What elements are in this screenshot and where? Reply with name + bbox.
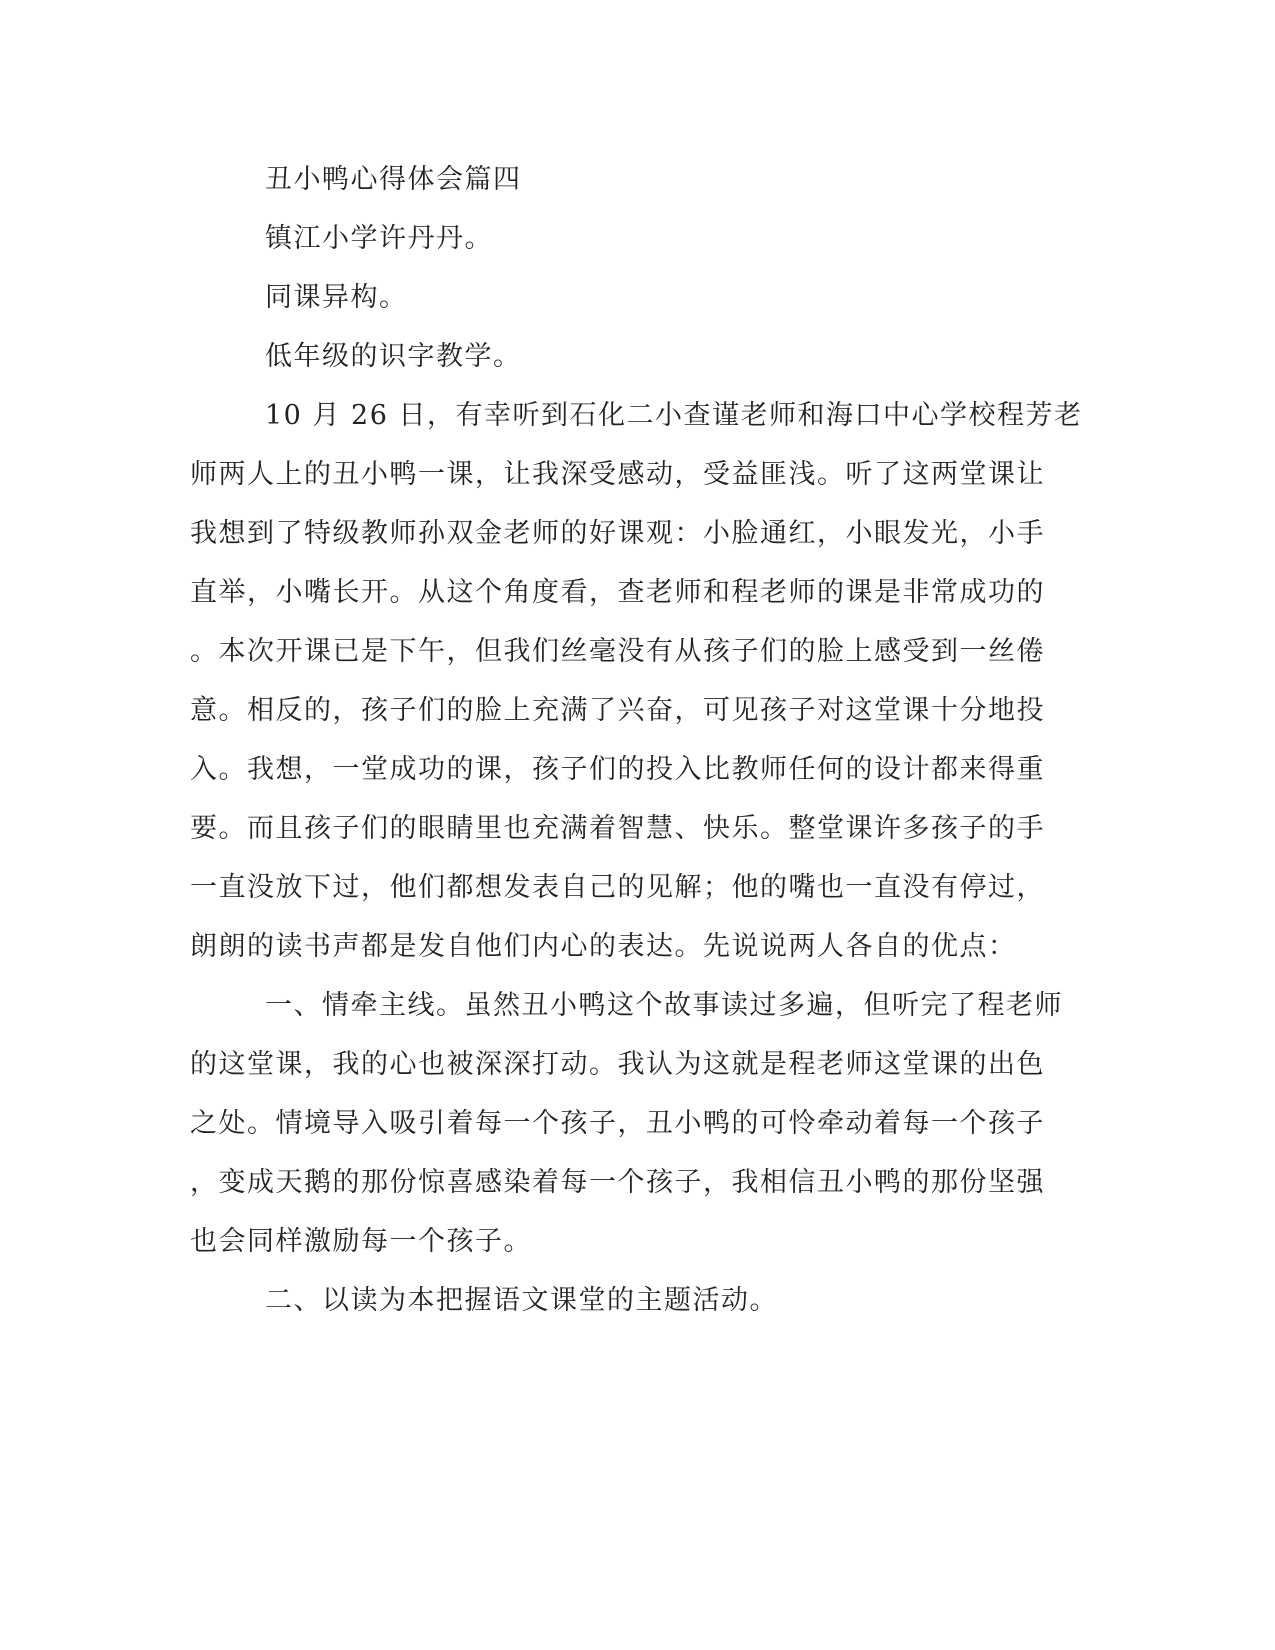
paragraph-1-line: 10 月 26 日，有幸听到石化二小查谨老师和海口中心学校程芳老 <box>265 400 1083 431</box>
paragraph-1-line: 意。相反的，孩子们的脸上充满了兴奋，可见孩子对这堂课十分地投 <box>190 695 1045 726</box>
subtitle-2: 低年级的识字教学。 <box>265 341 522 372</box>
paragraph-3: 二、以读为本把握语文课堂的主题活动。 <box>265 1285 778 1316</box>
document-title: 丑小鸭心得体会篇四 <box>265 164 522 195</box>
paragraph-1-line: 要。而且孩子们的眼睛里也充满着智慧、快乐。整堂课许多孩子的手 <box>190 813 1045 844</box>
subtitle-1: 同课异构。 <box>265 282 408 313</box>
paragraph-1-line: 入。我想，一堂成功的课，孩子们的投入比教师任何的设计都来得重 <box>190 754 1045 785</box>
paragraph-2-line: 的这堂课，我的心也被深深打动。我认为这就是程老师这堂课的出色 <box>190 1049 1045 1080</box>
paragraph-2-line: ，变成天鹅的那份惊喜感染着每一个孩子，我相信丑小鸭的那份坚强 <box>190 1167 1045 1198</box>
paragraph-2-line: 之处。情境导入吸引着每一个孩子，丑小鸭的可怜牵动着每一个孩子 <box>190 1108 1045 1139</box>
paragraph-1-line: 。本次开课已是下午，但我们丝毫没有从孩子们的脸上感受到一丝倦 <box>190 636 1045 667</box>
paragraph-1-line: 师两人上的丑小鸭一课，让我深受感动，受益匪浅。听了这两堂课让 <box>190 459 1045 490</box>
paragraph-1-line: 朗朗的读书声都是发自他们内心的表达。先说说两人各自的优点： <box>190 931 1017 962</box>
paragraph-1-line: 一直没放下过，他们都想发表自己的见解；他的嘴也一直没有停过， <box>190 872 1045 903</box>
paragraph-2-line: 一、情牵主线。虽然丑小鸭这个故事读过多遍，但听完了程老师 <box>265 990 1063 1021</box>
paragraph-2-line: 也会同样激励每一个孩子。 <box>190 1226 532 1257</box>
author-line: 镇江小学许丹丹。 <box>265 223 493 254</box>
paragraph-1-line: 我想到了特级教师孙双金老师的好课观：小脸通红，小眼发光，小手 <box>190 518 1045 549</box>
paragraph-1-line: 直举，小嘴长开。从这个角度看，查老师和程老师的课是非常成功的 <box>190 577 1045 608</box>
